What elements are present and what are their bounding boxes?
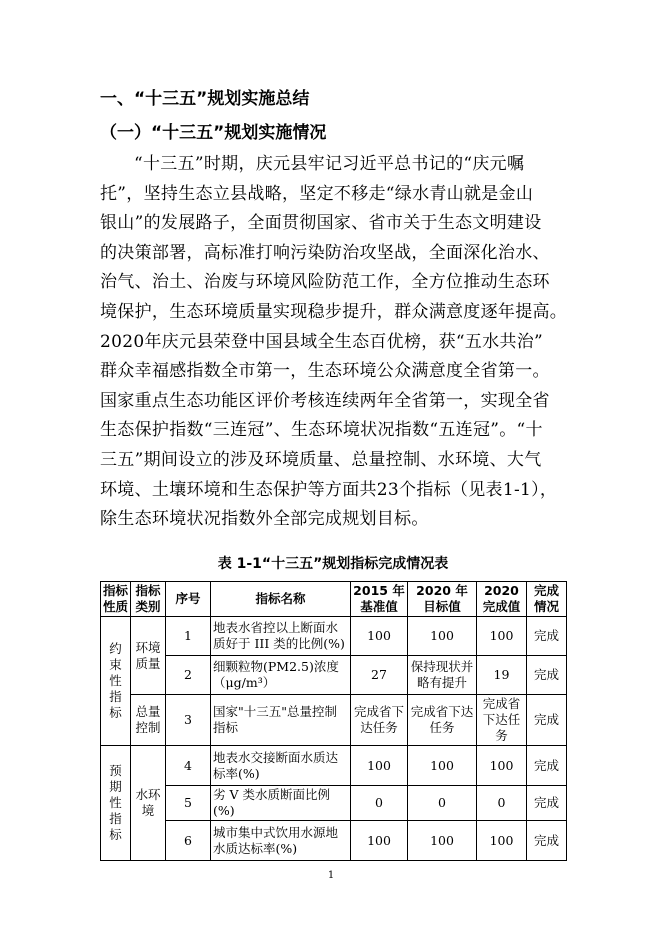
cell-base: 0 (351, 786, 408, 821)
category-total-control: 总量控制 (131, 695, 166, 746)
header-name: 指标名称 (211, 582, 351, 617)
cell-status: 完成 (527, 786, 567, 821)
cell-target: 100 (408, 617, 477, 656)
paragraph-line: 治气、治土、治废与环境风险防范工作，全方位推动生态环 (100, 272, 550, 293)
cell-seq: 3 (166, 695, 211, 746)
paragraph-line: 生态保护指数“三连冠”、生态环境状况指数“五连冠”。“十 (100, 420, 543, 441)
group-binding: 约束性指标 (101, 617, 131, 746)
paragraph-line: 托”，坚持生态立县战略，坚定不移走“绿水青山就是金山 (100, 183, 534, 204)
cell-status: 完成 (527, 695, 567, 746)
cell-base: 100 (351, 821, 408, 861)
cell-target: 0 (408, 786, 477, 821)
section-heading: 一、“十三五”规划实施总结 (100, 89, 310, 109)
header-base: 2015 年基准值 (351, 582, 408, 617)
cell-base: 完成省下达任务 (351, 695, 408, 746)
paragraph-line: 三五”期间设立的涉及环境质量、总量控制、水环境、大气 (100, 449, 542, 470)
paragraph-line: 群众幸福感指数全市第一，生态环境公众满意度全省第一。 (100, 361, 550, 382)
cell-target: 100 (408, 746, 477, 786)
table-row (101, 656, 567, 695)
cell-seq: 6 (166, 821, 211, 861)
body-paragraph (100, 150, 570, 535)
cell-actual: 100 (477, 746, 527, 786)
header-seq: 序号 (166, 582, 211, 617)
cell-actual: 100 (477, 821, 527, 861)
cell-target: 完成省下达任务 (408, 695, 477, 746)
subsection-heading: （一）“十三五”规划实施情况 (100, 123, 327, 143)
cell-name: 国家"十三五"总量控制指标 (211, 695, 351, 746)
header-category: 指标类别 (131, 582, 166, 617)
cell-actual: 100 (477, 617, 527, 656)
paragraph-line: 2020年庆元县荣登中国县域全生态百优榜，获“五水共治” (100, 331, 544, 352)
category-env-quality: 环境质量 (131, 617, 166, 695)
cell-name: 劣 V 类水质断面比例(%) (211, 786, 351, 821)
cell-name: 细颗粒物(PM2.5)浓度（μg/m³） (211, 656, 351, 695)
category-water-env: 水环境 (131, 746, 166, 861)
cell-base: 100 (351, 746, 408, 786)
cell-seq: 2 (166, 656, 211, 695)
paragraph-line: 的决策部署，高标准打响污染防治攻坚战，全面深化治水、 (100, 242, 550, 263)
table-row (101, 821, 567, 861)
cell-status: 完成 (527, 821, 567, 861)
paragraph-line: 境保护，生态环境质量实现稳步提升，群众满意度逐年提高。 (100, 301, 568, 322)
header-target: 2020 年目标值 (408, 582, 477, 617)
cell-status: 完成 (527, 656, 567, 695)
table-row (101, 786, 567, 821)
cell-target: 100 (408, 821, 477, 861)
table-header-row (101, 582, 567, 617)
page-number: 1 (327, 870, 335, 881)
paragraph-line: 环境、土壤环境和生态保护等方面共23个指标（见表1-1）， (100, 479, 558, 500)
cell-actual: 完成省下达任务 (477, 695, 527, 746)
group-expected: 预期性指标 (101, 746, 131, 861)
paragraph-line: 除生态环境状况指数外全部完成规划目标。 (100, 509, 429, 530)
cell-base: 27 (351, 656, 408, 695)
paragraph-line: 银山”的发展路子，全面贯彻国家、省市关于生态文明建设 (100, 213, 542, 234)
paragraph-line: 国家重点生态功能区评价考核连续两年全省第一，实现全省 (100, 390, 550, 411)
indicator-table (100, 581, 567, 861)
cell-seq: 4 (166, 746, 211, 786)
header-status: 完成情况 (527, 582, 567, 617)
table-row (101, 695, 567, 746)
cell-status: 完成 (527, 617, 567, 656)
cell-actual: 19 (477, 656, 527, 695)
cell-status: 完成 (527, 746, 567, 786)
cell-name: 地表水交接断面水质达标率(%) (211, 746, 351, 786)
cell-seq: 1 (166, 617, 211, 656)
table-row (101, 617, 567, 656)
paragraph-line: “十三五”时期，庆元县牢记习近平总书记的“庆元嘱 (134, 154, 525, 174)
cell-name: 地表水省控以上断面水质好于 III 类的比例(%) (211, 617, 351, 656)
cell-actual: 0 (477, 786, 527, 821)
table-caption: 表 1-1“十三五”规划指标完成情况表 (217, 556, 449, 572)
table-row (101, 746, 567, 786)
cell-base: 100 (351, 617, 408, 656)
cell-name: 城市集中式饮用水源地水质达标率(%) (211, 821, 351, 861)
cell-seq: 5 (166, 786, 211, 821)
header-actual: 2020 完成值 (477, 582, 527, 617)
header-nature: 指标性质 (101, 582, 131, 617)
cell-target: 保持现状并略有提升 (408, 656, 477, 695)
